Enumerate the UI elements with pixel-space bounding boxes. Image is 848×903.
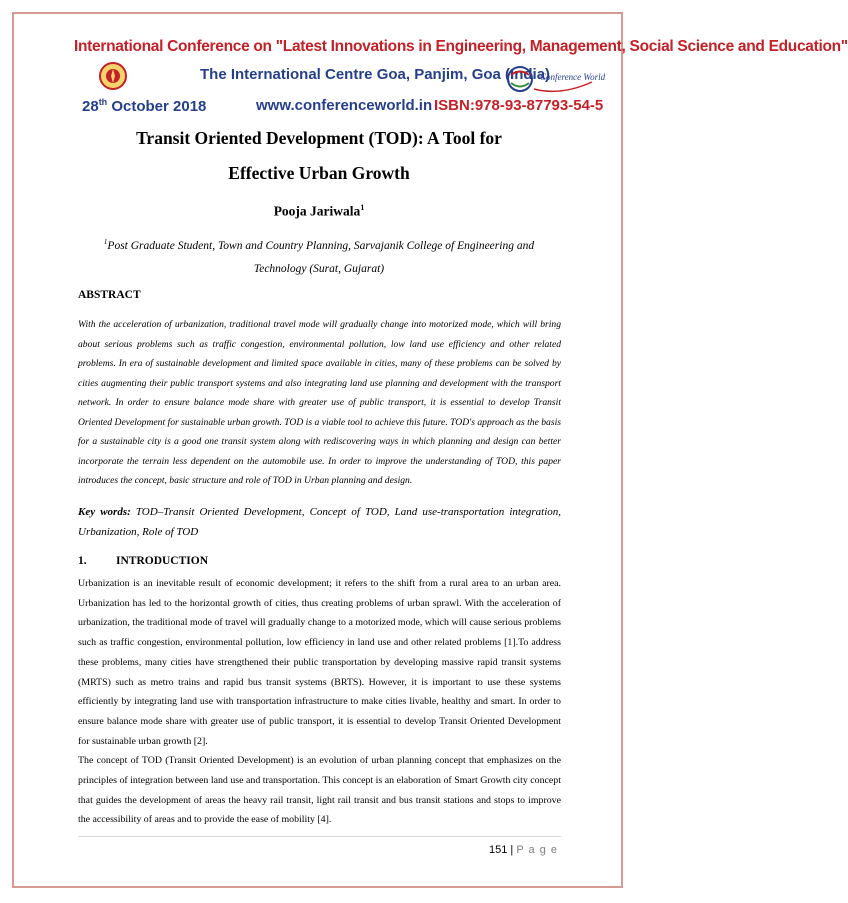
author-superscript: 1 [360, 203, 365, 212]
keywords [78, 502, 561, 542]
page-number-value: 151 [488, 844, 508, 856]
conference-header [20, 20, 848, 120]
section-title: INTRODUCTION [116, 555, 209, 567]
page-number [489, 844, 558, 856]
date-day: 28 [82, 98, 99, 115]
affiliation-text-1: Post Graduate Student, Town and Country Planning, Sarvajanik College of Engineering and [107, 239, 535, 252]
keywords-label: Key words: [78, 506, 131, 518]
conference-date [82, 97, 206, 115]
section-number: 1. [78, 555, 87, 567]
footer-divider [78, 836, 561, 837]
paragraph-1: Urbanization is an inevitable result of economic development; it refers to the shift from a rural area to an urban area. Urbanization has led to the horizontal growth of cities, thus creating problems of urban sprawl. With the acceleration of urbanization, the traditional mode of travel will gradually change to a motorized mode, which will cause serious problems such as traffic congestion, environmental pollution, low efficiency in land use and other related problems [1].To address these problems, many cities have strengthened their public transportation by developing massive rapid transit systems (MRTS) such as metro trains and rapid bus transit systems (BRTS). However, it is important to use these systems efficiently by integrating land use with transportation infrastructure to make cities livable, healthy and smart. In order to ensure balance mode share with greater use of public transport, it is essential to develop Transit Oriented Development for sustainable urban growth [2]. [78, 578, 561, 747]
page-label: P a g e [516, 844, 558, 856]
abstract-body: With the acceleration of urbanization, traditional travel mode will gradually change into motorized mode, which will bring about serious problems such as traffic congestion, environmental pollution, low land use efficiency and other related problems. In era of sustainable development and limited space available in cities, many of these problems can be solved by cities augmenting their public transport systems and also integrating land use planning and development with the transport network. In order to ensure balance mode share with greater use of public transport, it is essential to develop Transit Oriented Development for sustainable urban growth. TOD is a viable tool to achieve this future. TOD's approach as the basis for a sustainable city is a good one transit system along with rediscovering ways in which planning and design can better incorporate the terrain less dependent on the automobile use. In order to improve the understanding of TOD, this paper introduces the concept, basic structure and role of TOD in Urban planning and design. [78, 319, 561, 486]
author-name [60, 203, 578, 220]
date-month-year: October 2018 [107, 98, 207, 115]
isbn-number: ISBN:978-93-87793-54-5 [434, 97, 604, 114]
abstract-heading: ABSTRACT [78, 289, 141, 301]
paper-title-line-2: Effective Urban Growth [228, 163, 410, 183]
conference-title: International Conference on "Latest Innovations in Engineering, Management, Social Science and Education" [74, 38, 848, 55]
keywords-list: TOD–Transit Oriented Development, Concept of TOD, Land use-transportation integration, Urbanization, Role of TOD [78, 506, 562, 538]
affiliation-line-2: Technology (Surat, Gujarat) [253, 263, 385, 275]
affiliation-line-1 [60, 238, 578, 252]
date-suffix: th [98, 97, 108, 107]
introduction-body [78, 574, 561, 830]
affiliation-superscript: 1 [103, 238, 108, 246]
conference-world-logo-text: Conference World [540, 72, 606, 82]
institution-emblem-icon [98, 60, 128, 92]
paper-title-line-1: Transit Oriented Development (TOD): A Tool for [136, 128, 502, 148]
conference-venue: The International Centre Goa, Panjim, Goa (India) [200, 66, 551, 83]
author-text: Pooja Jariwala [273, 203, 361, 219]
paragraph-2: The concept of TOD (Transit Oriented Development) is an evolution of urban planning concept that emphasizes on the principles of integration between land use and transportation. This concept is an elaboration of Smart Growth city concept that guides the development of areas the heavy rail transit, light rail transit and bus transit stations and stops to improve the accessibility of areas and to provide the ease of mobility [4]. [78, 755, 561, 826]
page-number-separator: | [507, 844, 517, 856]
conference-website: www.conferenceworld.in [256, 97, 433, 114]
